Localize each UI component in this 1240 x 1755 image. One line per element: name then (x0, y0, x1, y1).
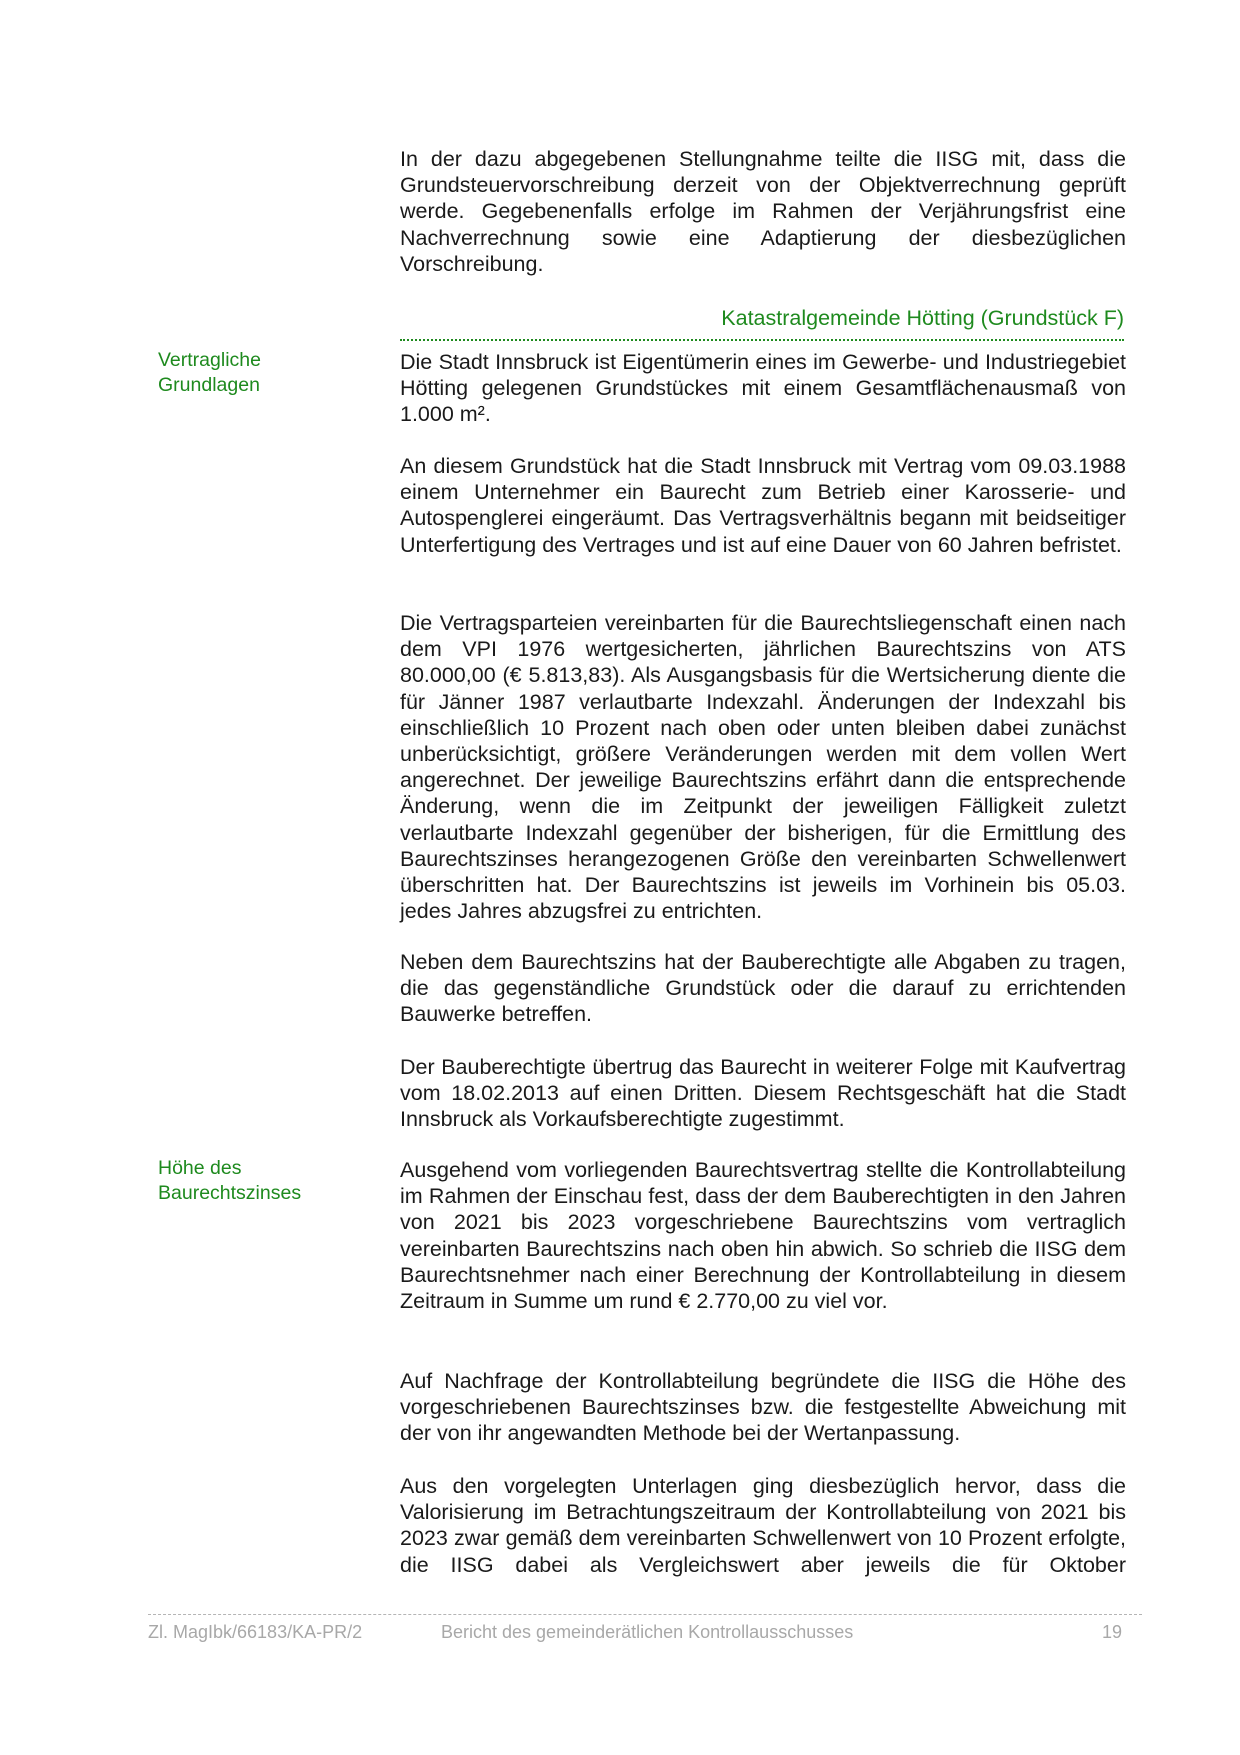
footer-divider (148, 1614, 1142, 1615)
section-heading: Katastralgemeinde Hötting (Grundstück F) (400, 305, 1124, 341)
paragraph-kaufvertrag (400, 1054, 1126, 1133)
paragraph-text: Auf Nachfrage der Kontrollabteilung begründete die IISG die Höhe des vorgeschriebenen Baurechtszinses bzw. die festgestellte Abweichung mit der von ihr angewandten Methode bei der Wertanpassung. (400, 1369, 1126, 1446)
paragraph-wertsicherung (400, 610, 1126, 924)
footer-reference: Zl. MagIbk/66183/KA-PR/2 (148, 1622, 363, 1642)
side-note-hoehe-des-baurechtszinses: Höhe des Baurechtszinses (158, 1157, 302, 1204)
paragraph-text: An diesem Grundstück hat die Stadt Innsbruck mit Vertrag vom 09.03.1988 einem Unternehmer ein Baurecht zum Betrieb einer Karosserie- und Autospenglerei eingeräumt. Das Vertragsverhältnis begann mit beidseitiger Unterfertigung des Vertrages und ist auf eine Dauer von 60 Jahren befristet. (400, 454, 1126, 557)
paragraph-baurecht (400, 453, 1126, 558)
paragraph-nachfrage (400, 1368, 1126, 1447)
paragraph-eigentuemerin (400, 349, 1126, 428)
paragraph-text: In der dazu abgegebenen Stellungnahme teilte die IISG mit, dass die Grundsteuervorschreibung derzeit von der Objektverrechnung geprüft werde. Gegebenenfalls erfolge im Rahmen der Verjährungsfrist eine Nachverrechnung sowie eine Adaptierung der diesbezüglichen Vorschreibung. (400, 147, 1126, 276)
footer-page-number: 19 (1101, 1622, 1122, 1642)
side-note-vertragliche-grundlagen: Vertragliche Grundlagen (158, 349, 261, 396)
paragraph-text: Der Bauberechtigte übertrug das Baurecht in weiterer Folge mit Kaufvertrag vom 18.02.2013 auf einen Dritten. Diesem Rechtsgeschäft hat die Stadt Innsbruck als Vorkaufsberechtigte zugestimmt. (400, 1055, 1126, 1132)
paragraph-text: Die Vertragsparteien vereinbarten für die Baurechtsliegenschaft einen nach dem VPI 1976 wertgesicherten, jährlichen Baurechtszins von ATS 80.000,00 (€ 5.813,83). Als Ausgangsbasis für die Wertsicherung diente die für Jänner 1987 verlautbarte Indexzahl. Änderungen der Indexzahl bis einschließlich 10 Prozent nach oben oder unten bleiben dabei zunächst unberücksichtigt, größere Veränderungen werden mit dem vollen Wert angerechnet. Der jeweilige Baurechtszins erfährt dann die entsprechende Änderung, wenn die im Zeitpunkt der jeweiligen Fälligkeit zuletzt verlautbarte Indexzahl gegenüber der bisherigen, für die Ermittlung des Baurechtszinses herangezogenen Größe den vereinbarten Schwellenwert überschritten hat. Der Baurechtszins ist jeweils im Vorhinein bis 05.03. jedes Jahres abzugsfrei zu entrichten. (400, 611, 1126, 924)
paragraph-text: Neben dem Baurechtszins hat der Bauberechtigte alle Abgaben zu tragen, die das gegenständliche Grundstück oder die darauf zu errichtenden Bauwerke betreffen. (400, 950, 1126, 1027)
paragraph-stellungnahme (400, 146, 1126, 277)
paragraph-einschau (400, 1157, 1126, 1314)
paragraph-valorisierung (400, 1473, 1126, 1578)
footer-report-title: Bericht des gemeinderätlichen Kontrollausschusses (441, 1622, 854, 1642)
paragraph-text: Die Stadt Innsbruck ist Eigentümerin eines im Gewerbe- und Industriegebiet Hötting gelegenen Grundstückes mit einem Gesamtflächenausmaß von 1.000 m². (400, 350, 1126, 427)
paragraph-text: Ausgehend vom vorliegenden Baurechtsvertrag stellte die Kontrollabteilung im Rahmen der Einschau fest, dass der dem Bauberechtigten in den Jahren von 2021 bis 2023 vorgeschriebene Baurechtszins vom vertraglich vereinbarten Baurechtszins nach oben hin abwich. So schrieb die IISG dem Baurechtsnehmer nach einer Berechnung der Kontrollabteilung in diesem Zeitraum in Summe um rund € 2.770,00 zu viel vor. (400, 1158, 1126, 1314)
paragraph-abgaben (400, 949, 1126, 1028)
paragraph-text: Aus den vorgelegten Unterlagen ging diesbezüglich hervor, dass die Valorisierung im Betrachtungszeitraum der Kontrollabteilung von 2021 bis 2023 zwar gemäß dem vereinbarten Schwellenwert von 10 Prozent erfolgte, die IISG dabei als Vergleichswert aber jeweils die für Oktober (400, 1474, 1126, 1577)
